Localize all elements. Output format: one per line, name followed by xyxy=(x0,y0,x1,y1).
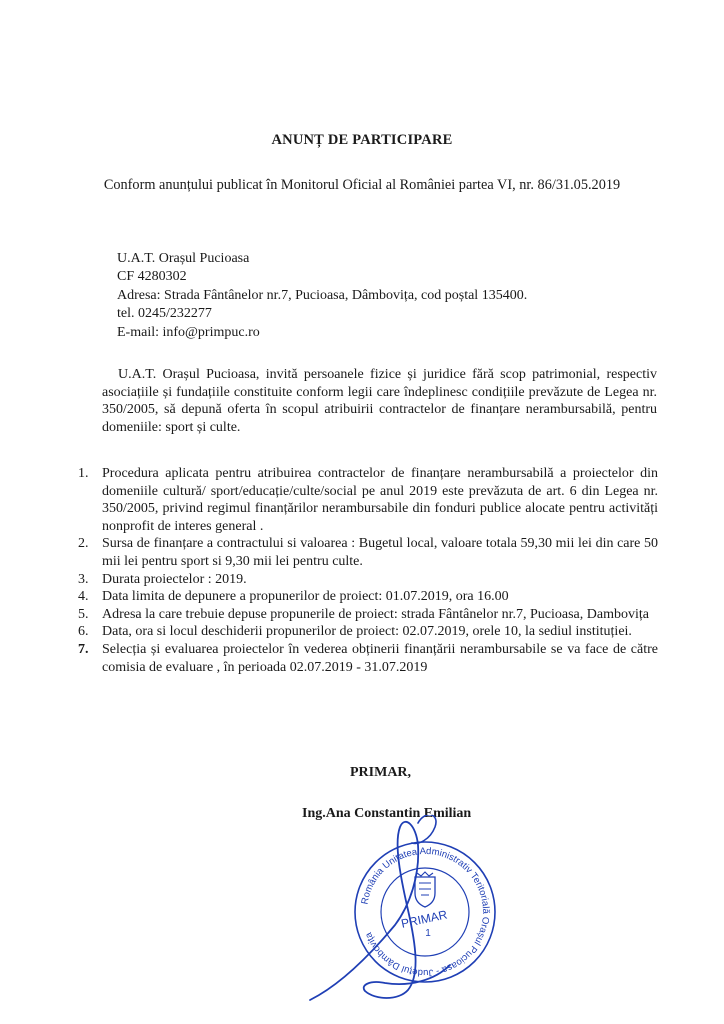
list-item-number: 1. xyxy=(78,466,89,481)
list-item-text: Durata proiectelor : 2019. xyxy=(102,571,247,587)
contact-address: Adresa: Strada Fântânelor nr.7, Pucioasa, Dâmbovița, cod poștal 135400. xyxy=(117,287,528,303)
official-stamp xyxy=(300,815,520,1015)
list-item-text: Sursa de finanțare a contractului si valoarea : Bugetul local, valoare totala 59,30 mii lei din care 50 mii lei pentru sport si 9,30 mii lei pentru culte. xyxy=(102,536,658,569)
list-item xyxy=(78,571,658,589)
coat-of-arms-icon xyxy=(415,872,435,907)
list-item-text: Procedura aplicata pentru atribuirea contractelor de finanțare nerambursabilă a proiectelor din domeniile cultură/ sport/educație/culte/social pe anul 2019 este prevăzuta de art. 6 din Legea nr. 350/2005, privind regimul finanțărilor nerambursabile din fonduri publice alocate pentru activități nonprofit de interes general . xyxy=(102,466,658,534)
list-item xyxy=(78,623,658,641)
stamp-ring-text: România Unitatea Administrativ Teritorială Orașul Pucioasa - Județul Dâmbovița xyxy=(359,845,492,979)
list-item xyxy=(78,641,658,676)
list-item xyxy=(78,588,658,606)
stamp-center-text: PRIMAR xyxy=(399,907,449,931)
signature-stroke xyxy=(412,815,436,843)
list-item-text: Data, ora si locul deschiderii propunerilor de proiect: 02.07.2019, orele 10, la sediul instituției. xyxy=(102,624,632,640)
contact-block xyxy=(117,250,527,342)
contact-name: U.A.T. Orașul Pucioasa xyxy=(117,251,250,266)
list-item xyxy=(78,465,658,535)
list-item-number: 4. xyxy=(78,589,89,605)
list-item xyxy=(78,535,658,570)
list-item-text: Adresa la care trebuie depuse propunerile de proiect: strada Fântânelor nr.7, Pucioasa, Dambovița xyxy=(102,606,649,622)
list-item-text: Data limita de depunere a propunerilor de proiect: 01.07.2019, ora 16.00 xyxy=(102,589,509,605)
conditions-list xyxy=(78,465,658,676)
list-item-number: 6. xyxy=(78,624,89,640)
stamp-center-number: 1 xyxy=(425,928,431,939)
list-item xyxy=(78,606,658,624)
intro-paragraph: U.A.T. Orașul Pucioasa, invită persoanele fizice și juridice fără scop patrimonial, respectiv asociațiile și fundațiile constituite conform legii care îndeplinesc condițiile prevăzute de Legea nr. 350/2005, să depună oferta în scopul atribuirii contractelor de finanțare nerambursabilă, pentru domeniile: sport și culte. xyxy=(102,367,657,435)
list-item-text: Selecția și evaluarea proiectelor în vederea obținerii finanțării nerambursabile se va face de către comisia de evaluare , în perioada 02.07.2019 - 31.07.2019 xyxy=(102,641,658,675)
list-item-number: 3. xyxy=(78,571,89,587)
list-item-number: 7. xyxy=(78,641,89,657)
document-title: ANUNȚ DE PARTICIPARE xyxy=(271,132,453,148)
contact-cf: CF 4280302 xyxy=(117,269,187,285)
list-item-number: 2. xyxy=(78,536,89,552)
contact-email: E-mail: info@primpuc.ro xyxy=(117,324,260,340)
document-subtitle: Conform anunțului publicat în Monitorul Oficial al României partea VI, nr. 86/31.05.2019 xyxy=(103,177,621,193)
contact-phone: tel. 0245/232277 xyxy=(117,306,212,322)
list-item-number: 5. xyxy=(78,606,89,622)
signature-role: PRIMAR, xyxy=(350,765,412,780)
signature-name: Ing.Ana Constantin Emilian xyxy=(302,806,472,821)
